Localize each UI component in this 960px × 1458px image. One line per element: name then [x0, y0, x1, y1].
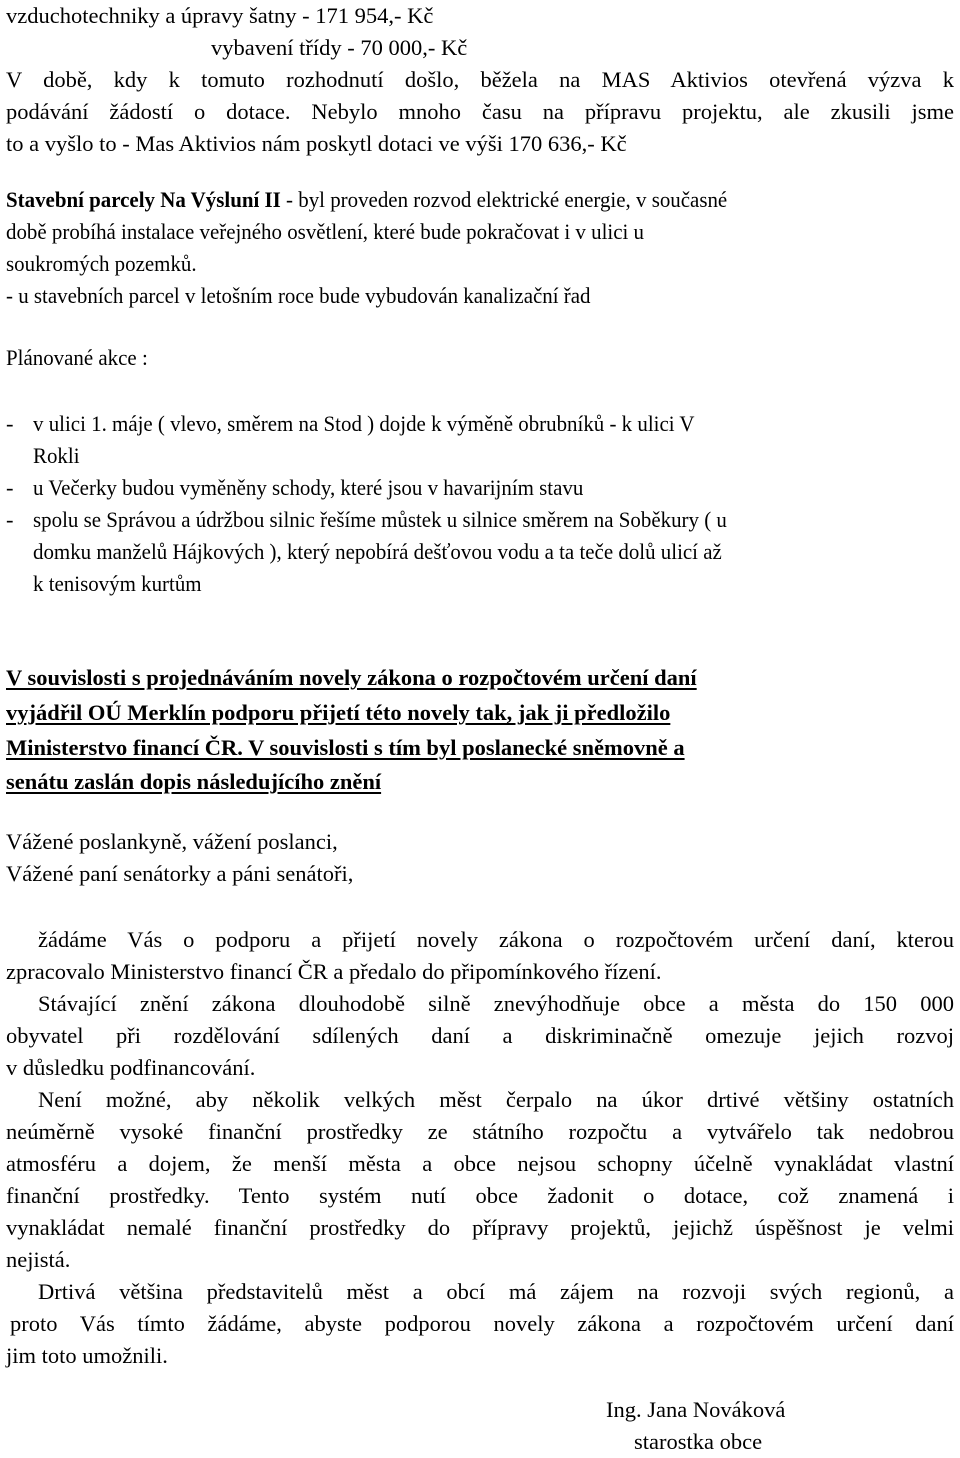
letter-p4-line-2: proto Vás tímto žádáme, abyste podporou novely zákona a rozpočtovém určení daní	[10, 1311, 954, 1336]
planned-item-1-line-1: v ulici 1. máje ( vlevo, směrem na Stod ) dojde k výměně obrubníků - k ulici V	[33, 411, 695, 436]
letter-p2-line-1: Stávající znění zákona dlouhodobě silně znevýhodňuje obce a města do 150 000	[38, 991, 954, 1016]
parcels-line-3: soukromých pozemků.	[6, 251, 197, 276]
budget-paragraph-line-1: V době, kdy k tomuto rozhodnutí došlo, běžela na MAS Aktivios otevřená výzva k	[6, 67, 954, 92]
parcels-sewer-line: - u stavebních parcel v letošním roce bude vybudován kanalizační řad	[6, 283, 591, 308]
parcels-line-1	[6, 184, 782, 216]
planned-item-1-line-2: Rokli	[33, 443, 80, 468]
letter-p3-line-6: nejistá.	[6, 1247, 71, 1272]
letter-p3-line-5: vynakládat nemalé finanční prostředky do přípravy projektů, jejichž úspěšnost je velmi	[6, 1215, 954, 1240]
letter-p3-line-4: finanční prostředky. Tento systém nutí obce žadonit o dotace, což znamená i	[6, 1183, 954, 1208]
planned-item-3-line-3: k tenisovým kurtům	[33, 571, 202, 596]
budget-line-classroom: vybavení třídy - 70 000,- Kč	[211, 35, 468, 60]
planned-heading: Plánované akce :	[6, 345, 148, 370]
parcels-line-2: době probíhá instalace veřejného osvětlení, které bude pokračovat i v ulici u	[6, 219, 644, 244]
planned-item-3-dash: -	[6, 507, 14, 532]
notice-line-1: V souvislosti s projednáváním novely zákona o rozpočtovém určení daní	[6, 665, 697, 690]
letter-p1-line-1: žádáme Vás o podporu a přijetí novely zákona o rozpočtovém určení daní, kterou	[38, 927, 954, 952]
letter-p3-line-2: neúměrně vysoké finanční prostředky ze státního rozpočtu a vytvářelo tak nedobrou	[6, 1119, 954, 1144]
letter-p3-line-1: Není možné, aby několik velkých měst čerpalo na úkor drtivé většiny ostatních	[38, 1087, 954, 1112]
parcels-heading: Stavební parcely Na Výsluní II	[6, 187, 281, 212]
planned-item-2-dash: -	[6, 475, 14, 500]
planned-item-2-line-1: u Večerky budou vyměněny schody, které jsou v havarijním stavu	[33, 475, 584, 500]
notice-line-4: senátu zaslán dopis následujícího znění	[6, 769, 382, 794]
parcels-line-1-rest: - byl proveden rozvod elektrické energie, v současné	[280, 187, 728, 212]
notice-line-3: Ministerstvo financí ČR. V souvislosti s tím byl poslanecké sněmovně a	[6, 735, 685, 760]
notice-line-2: vyjádřil OÚ Merklín podporu přijetí této novely tak, jak ji předložilo	[6, 700, 671, 725]
budget-paragraph-line-2: podávání žádostí o dotace. Nebylo mnoho času na přípravu projektu, ale zkusili jsme	[6, 99, 954, 124]
budget-paragraph-line-3: to a vyšlo to - Mas Aktivios nám poskytl dotaci ve výši 170 636,- Kč	[6, 131, 627, 156]
letter-p4-line-3: jim toto umožnili.	[6, 1343, 168, 1368]
budget-line-ventilation: vzduchotechniky a úpravy šatny - 171 954,- Kč	[6, 3, 434, 28]
letter-salutation-1: Vážené poslankyně, vážení poslanci,	[6, 829, 338, 854]
letter-p3-line-3: atmosféru a dojem, že menší města a obce nejsou schopny účelně vynakládat vlastní	[6, 1151, 954, 1176]
letter-salutation-2: Vážené paní senátorky a páni senátoři,	[6, 861, 354, 886]
planned-item-3-line-1: spolu se Správou a údržbou silnic řešíme můstek u silnice směrem na Soběkury ( u	[33, 507, 727, 532]
planned-item-3-line-2: domku manželů Hájkových ), který nepobírá dešťovou vodu a ta teče dolů ulicí až	[33, 539, 722, 564]
planned-item-1-dash: -	[6, 411, 14, 436]
letter-p2-line-2: obyvatel při rozdělování sdílených daní a diskriminačně omezuje jejich rozvoj	[6, 1023, 954, 1048]
letter-p4-line-1: Drtivá většina představitelů měst a obcí má zájem na rozvoji svých regionů, a	[38, 1279, 954, 1304]
signature-name: Ing. Jana Nováková	[606, 1397, 786, 1422]
signature-title: starostka obce	[634, 1429, 763, 1454]
letter-p2-line-3: v důsledku podfinancování.	[6, 1055, 256, 1080]
letter-p1-line-2: zpracovalo Ministerstvo financí ČR a předalo do připomínkového řízení.	[6, 959, 662, 984]
